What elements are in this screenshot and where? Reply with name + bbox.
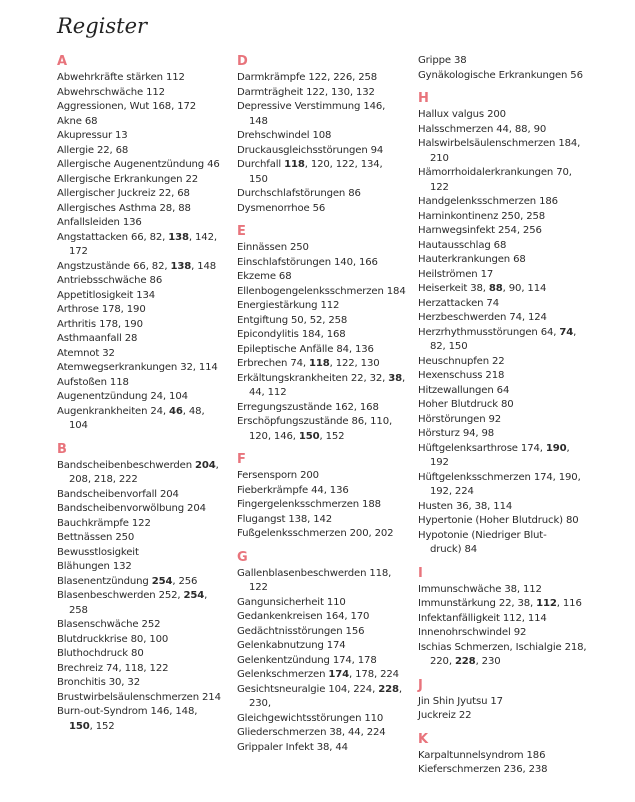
main-page-reference: 138 (168, 231, 189, 243)
index-entry: Durchfall 118, 120, 122, 134, 150 (237, 159, 383, 185)
index-entry: Ekzeme 68 (237, 271, 292, 282)
index-entry: Immunstärkung 22, 38, 112, 116 (418, 598, 582, 609)
index-entry: Harninkontinenz 250, 258 (418, 210, 546, 222)
section-letter-a: A (57, 54, 68, 69)
section-letter-k: K (418, 731, 429, 747)
index-entry: Harnwegsinfekt 254, 256 (418, 225, 542, 236)
index-entry: Angstzustände 66, 82, 138, 148 (57, 260, 217, 272)
section-letter-g: G (237, 549, 248, 565)
section-letter-f: F (237, 452, 246, 467)
index-entry: Bandscheibenvorwölbung 204 (57, 503, 206, 514)
index-entry: Husten 36, 38, 114 (418, 500, 513, 512)
index-entry: Allergischer Juckreiz 22, 68 (57, 188, 190, 199)
index-entry: Hüftgelenksschmerzen 174, 190, 192, 224 (418, 471, 581, 497)
index-entry: Gelenkentzündung 174, 178 (237, 654, 377, 666)
index-entry: Burn-out-Syndrom 146, 148, 150, 152 (57, 706, 198, 732)
index-entry: Aggressionen, Wut 168, 172 (57, 101, 197, 112)
index-entry: Angstattacken 66, 82, 138, 142, 172 (57, 231, 217, 257)
index-entry: Heuschnupfen 22 (418, 355, 505, 367)
index-column-2 (237, 54, 412, 755)
index-entry: Heilströmen 17 (418, 268, 494, 280)
index-entry: Gangunsicherheit 110 (237, 596, 346, 608)
index-entry: Hexenschuss 218 (418, 370, 505, 381)
index-entry: Hauterkrankungen 68 (418, 254, 526, 265)
index-entry: Hörsturz 94, 98 (418, 428, 495, 439)
index-entry: Infektanfälligkeit 112, 114 (418, 612, 547, 624)
index-entry: Fußgelenksschmerzen 200, 202 (237, 528, 394, 539)
index-entry: Darmkrämpfe 122, 226, 258 (237, 72, 378, 83)
index-entry: Akne 68 (57, 115, 98, 127)
index-entry: Epicondylitis 184, 168 (237, 329, 346, 340)
index-entry: Herzrhythmusstörungen 64, 74, 82, 150 (418, 326, 577, 352)
index-entry: Augenentzündung 24, 104 (57, 391, 188, 402)
index-entry: Brechreiz 74, 118, 122 (57, 662, 169, 674)
index-entry: Blasenschwäche 252 (57, 619, 161, 630)
main-page-reference: 204 (195, 459, 216, 471)
index-entry: Druckausgleichsstörungen 94 (237, 144, 384, 156)
index-entry: Durchschlafstörungen 86 (237, 188, 361, 199)
page-title: Register (57, 14, 148, 38)
index-entry: Abwehrkräfte stärken 112 (57, 72, 185, 83)
section-letter-i: I (418, 565, 423, 581)
index-entry: Bettnässen 250 (57, 532, 135, 543)
index-entry: Bandscheibenvorfall 204 (57, 488, 179, 500)
index-entry: Anfallsleiden 136 (57, 217, 142, 228)
main-page-reference: 254 (183, 590, 205, 601)
index-entry: Gallenblasenbeschwerden 118, 122 (237, 567, 392, 593)
main-page-reference: 38 (388, 372, 402, 384)
main-page-reference: 150 (298, 430, 320, 442)
index-entry: Erregungszustände 162, 168 (237, 401, 379, 413)
index-entry: Darmträgheit 122, 130, 132 (237, 86, 375, 98)
index-entry: Dysmenorrhoe 56 (237, 202, 326, 214)
index-entry: Allergie 22, 68 (57, 144, 129, 156)
index-entry: Hoher Blutdruck 80 (418, 399, 514, 410)
index-entry: Hörstörungen 92 (418, 413, 502, 425)
index-entry: Hypotonie (Niedriger Blut- druck) 84 (418, 529, 547, 555)
index-entry: Entgiftung 50, 52, 258 (237, 314, 348, 326)
index-entry: Abwehrschwäche 112 (57, 86, 165, 98)
index-entry: Heiserkeit 38, 88, 90, 114 (418, 283, 547, 294)
main-page-reference: 46 (169, 405, 183, 417)
index-entry: Hitzewallungen 64 (418, 384, 510, 396)
section-letter-b: B (57, 441, 67, 457)
main-page-reference: 228 (378, 683, 399, 695)
index-entry: Hallux valgus 200 (418, 109, 506, 120)
main-page-reference: 118 (309, 358, 330, 369)
index-entry: Grippe 38 (418, 55, 467, 66)
index-entry: Gelenkabnutzung 174 (237, 640, 346, 651)
index-entry: Arthrose 178, 190 (57, 304, 146, 315)
index-entry: Jin Shin Jyutsu 17 (418, 695, 503, 707)
index-entry: Handgelenksschmerzen 186 (418, 196, 558, 207)
index-entry: Gynäkologische Erkrankungen 56 (418, 69, 583, 81)
index-entry: Halsschmerzen 44, 88, 90 (418, 123, 547, 135)
index-entry: Atemwegserkrankungen 32, 114 (57, 362, 218, 373)
index-entry: Antriebsschwäche 86 (57, 275, 163, 286)
main-page-reference: 74 (559, 326, 574, 338)
index-entry: Halswirbelsäulenschmerzen 184, 210 (418, 138, 581, 164)
main-page-reference: 138 (170, 260, 192, 272)
index-entry: Erkältungskrankheiten 22, 32, 38, 44, 112 (237, 372, 406, 398)
index-entry: Herzbeschwerden 74, 124 (418, 312, 547, 323)
index-entry: Gelenkschmerzen 174, 178, 224 (237, 669, 399, 680)
index-entry: Fersensporn 200 (237, 470, 319, 481)
index-entry: Herzattacken 74 (418, 297, 499, 309)
main-page-reference: 174 (328, 669, 350, 680)
index-entry: Augenkrankheiten 24, 46, 48, 104 (57, 405, 205, 431)
main-page-reference: 118 (284, 159, 305, 170)
index-entry: Blasenentzündung 254, 256 (57, 575, 198, 587)
index-entry: Hypertonie (Hoher Blutdruck) 80 (418, 515, 579, 526)
index-entry: Kieferschmerzen 236, 238 (418, 764, 548, 775)
index-entry: Bandscheibenbeschwerden 204, 208, 218, 222 (57, 459, 219, 485)
index-entry: Bewusstlosigkeit (57, 546, 139, 558)
section-letter-h: H (418, 91, 429, 106)
main-page-reference: 88 (488, 283, 503, 294)
index-entry: Gesichtsneuralgie 104, 224, 228, 230, (237, 683, 402, 709)
main-page-reference: 112 (536, 598, 557, 609)
index-entry: Drehschwindel 108 (237, 130, 332, 141)
index-entry: Innenohrschwindel 92 (418, 627, 527, 638)
index-entry: Aufstoßen 118 (57, 376, 129, 388)
index-entry: Asthmaanfall 28 (57, 333, 138, 344)
section-letter-j: J (418, 677, 423, 693)
index-entry: Hüftgelenksarthrose 174, 190, 192 (418, 442, 570, 468)
index-entry: Einschlafstörungen 140, 166 (237, 256, 378, 268)
index-entry: Immunschwäche 38, 112 (418, 583, 542, 595)
index-entry: Blutdruckkrise 80, 100 (57, 633, 169, 645)
index-entry: Arthritis 178, 190 (57, 318, 143, 330)
index-entry: Allergische Erkrankungen 22 (57, 173, 198, 185)
index-entry: Gedächtnisstörungen 156 (237, 625, 365, 637)
index-entry: Brustwirbelsäulenschmerzen 214 (57, 691, 221, 703)
index-entry: Gleichgewichtsstörungen 110 (237, 712, 384, 724)
index-entry: Akupressur 13 (57, 130, 128, 141)
index-entry: Energiestärkung 112 (237, 300, 340, 311)
index-entry: Bluthochdruck 80 (57, 648, 144, 659)
index-entry: Allergische Augenentzündung 46 (57, 159, 220, 170)
index-entry: Hämorrhoidalerkrankungen 70, 122 (418, 167, 572, 193)
index-entry: Gedankenkreisen 164, 170 (237, 611, 370, 622)
index-entry: Erbrechen 74, 118, 122, 130 (237, 358, 380, 369)
main-page-reference: 228 (454, 656, 476, 667)
index-entry: Einnässen 250 (237, 242, 309, 253)
index-column-3 (418, 54, 598, 778)
index-entry: Hautausschlag 68 (418, 239, 507, 251)
main-page-reference: 254 (151, 575, 173, 587)
index-entry: Blähungen 132 (57, 561, 132, 572)
index-entry: Atemnot 32 (57, 347, 115, 359)
index-entry: Juckreiz 22 (418, 710, 472, 721)
index-column-1 (57, 54, 229, 734)
index-entry: Grippaler Infekt 38, 44 (237, 741, 348, 753)
index-entry: Karpaltunnelsyndrom 186 (418, 749, 546, 761)
index-entry: Bauchkrämpfe 122 (57, 517, 151, 529)
index-entry: Appetitlosigkeit 134 (57, 289, 156, 301)
index-entry: Blasenbeschwerden 252, 254, 258 (57, 590, 208, 616)
index-entry: Fieberkrämpfe 44, 136 (237, 484, 349, 496)
index-entry: Ellenbogengelenksschmerzen 184 (237, 285, 406, 297)
main-page-reference: 150 (69, 720, 90, 732)
index-entry: Depressive Verstimmung 146, 148 (237, 101, 386, 127)
index-entry: Allergisches Asthma 28, 88 (57, 202, 191, 214)
index-entry: Gliederschmerzen 38, 44, 224 (237, 727, 386, 738)
main-page-reference: 190 (545, 442, 567, 454)
index-entry: Bronchitis 30, 32 (57, 677, 140, 688)
section-letter-d: D (237, 54, 248, 69)
index-entry: Ischias Schmerzen, Ischialgie 218, 220, 228, 230 (418, 641, 587, 667)
section-letter-e: E (237, 224, 246, 239)
index-entry: Flugangst 138, 142 (237, 513, 333, 525)
index-entry: Epileptische Anfälle 84, 136 (237, 343, 374, 355)
index-entry: Fingergelenksschmerzen 188 (237, 499, 381, 510)
index-entry: Erschöpfungszustände 86, 110, 120, 146, 150, 152 (237, 416, 393, 442)
